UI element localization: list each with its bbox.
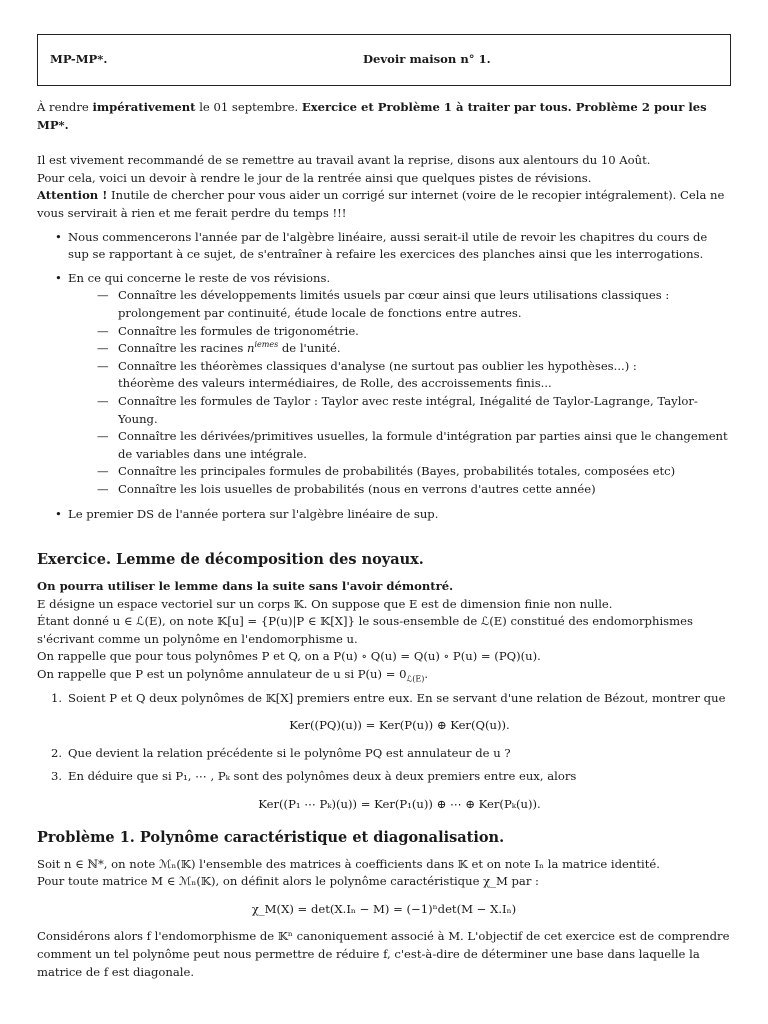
dash-mark: — <box>97 393 109 408</box>
intro-middle: le 01 septembre. <box>195 100 302 114</box>
question-item <box>37 768 731 813</box>
dash-text-3-pre: Connaître les racines <box>118 341 247 356</box>
dash-mark: — <box>97 464 109 479</box>
dash-mark: — <box>97 323 109 338</box>
bullet-text-3: Le premier DS de l'année portera sur l'algèbre linéaire de sup. <box>68 507 439 522</box>
dash-item <box>68 428 731 463</box>
dash-item <box>68 393 731 428</box>
dash-text-3-sup: iemes <box>254 340 279 350</box>
question-text-3: En déduire que si P₁, ⋯ , Pₖ sont des polynômes deux à deux premiers entre eux, alors <box>68 769 577 784</box>
intro-paragraph <box>37 99 731 134</box>
dash-item <box>68 358 731 393</box>
exercise-line-4-post: . <box>424 667 429 682</box>
problem-line-3: Considérons alors f l'endomorphisme de 𝕂ⁿ canoniquement associé à M. L'objectif de cet exercice est de comprendre comment un tel polynôme peut nous permettre de réduire f, c'est-à-dire de déterminer une base dans laquelle la matrice de f est diagonale. <box>37 929 730 979</box>
attention-label: Attention ! <box>37 188 108 203</box>
bullet-text-2: En ce qui concerne le reste de vos révisions. <box>68 270 331 285</box>
exercise-heading: Exercice. Lemme de décomposition des noyaux. <box>37 551 424 569</box>
question-item <box>37 690 731 735</box>
revision-sublist <box>68 287 731 498</box>
dash-text-3-n: n <box>246 341 255 356</box>
advice-line-1: Il est vivement recommandé de se remettre au travail avant la reprise, disons aux alentours du 10 Août. <box>37 153 651 168</box>
dash-text-8: Connaître les lois usuelles de probabilités (nous en verrons d'autres cette année) <box>118 481 596 496</box>
header-box <box>37 34 731 86</box>
advice-line-2: Pour cela, voici un devoir à rendre le jour de la rentrée ainsi que quelques pistes de révisions. <box>37 170 592 185</box>
intro-bold-2: Exercice et Problème 1 à traiter par tous. Problème 2 pour les MP*. <box>37 100 707 132</box>
dash-text-2: Connaître les formules de trigonométrie. <box>118 323 359 338</box>
exercise-line-3: On rappelle que pour tous polynômes P et Q, on a P(u) ∘ Q(u) = Q(u) ∘ P(u) = (PQ)(u). <box>37 649 541 664</box>
equation-1: Ker((PQ)(u)) = Ker(P(u)) ⊕ Ker(Q(u)). <box>289 718 510 733</box>
dash-item <box>68 323 731 341</box>
dash-item <box>68 481 731 499</box>
problem-line-1: Soit n ∈ ℕ*, on note ℳₙ(𝕂) l'ensemble des matrices à coefficients dans 𝕂 et on note Iₙ la matrice identité. <box>37 856 660 871</box>
equation-2: Ker((P₁ ⋯ Pₖ)(u)) = Ker(P₁(u)) ⊕ ⋯ ⊕ Ker(Pₖ(u)). <box>258 797 541 811</box>
dash-text-7: Connaître les principales formules de probabilités (Bayes, probabilités totales, composées etc) <box>118 464 676 479</box>
dash-mark: — <box>97 358 109 373</box>
dash-mark: — <box>97 429 109 444</box>
bullet-text-1: Nous commencerons l'année par de l'algèbre linéaire, aussi serait-il utile de revoir les chapitres du cours de sup se rapportant à ce sujet, de s'entraîner à refaire les exercices des planches ainsi que les interrogations. <box>68 229 708 262</box>
exercise-line-4 <box>37 666 731 684</box>
bullet-item <box>37 270 731 499</box>
question-number: 3. <box>51 769 63 784</box>
exercise-questions <box>37 690 731 814</box>
homework-title: Devoir maison n° 1. <box>363 52 491 66</box>
class-label: MP-MP*. <box>50 52 108 66</box>
dash-text-6: Connaître les dérivées/primitives usuelles, la formule d'intégration par parties ainsi que le changement de variables dans une intégrale. <box>118 429 728 461</box>
exercise-line-1: E désigne un espace vectoriel sur un corps 𝕂. On suppose que E est de dimension finie non nulle. <box>37 596 613 611</box>
dash-text-4a: Connaître les théorèmes classiques d'analyse (ne surtout pas oublier les hypothèses...) : <box>118 358 637 373</box>
characteristic-polynomial-equation: χ_M(X) = det(X.Iₙ − M) = (−1)ⁿdet(M − X.Iₙ) <box>251 901 517 916</box>
dash-mark: — <box>97 341 109 356</box>
problem-line-2: Pour toute matrice M ∈ ℳₙ(𝕂), on définit alors le polynôme caractéristique χ_M par : <box>37 874 539 889</box>
dash-text-4b: théorème des valeurs intermédiaires, de Rolle, des accroissements finis... <box>118 376 552 391</box>
bullet-item <box>37 506 731 524</box>
question-text-1: Soient P et Q deux polynômes de 𝕂[X] premiers entre eux. En se servant d'une relation de Bézout, montrer que <box>68 690 726 705</box>
question-number: 1. <box>51 690 63 705</box>
exercise-line-4-pre: On rappelle que P est un polynôme annulateur de u si P(u) = 0 <box>37 667 407 682</box>
exercise-line-2: Étant donné u ∈ ℒ(E), on note 𝕂[u] = {P(u)|P ∈ 𝕂[X]} le sous-ensemble de ℒ(E) constitué des endomorphismes s'écrivant comme un polynôme en l'endomorphisme u. <box>37 614 693 646</box>
advice-block <box>37 152 731 222</box>
question-item <box>37 745 731 763</box>
exercise-bold-line: On pourra utiliser le lemme dans la suite sans l'avoir démontré. <box>37 579 454 594</box>
dash-mark: — <box>97 481 109 496</box>
dash-item <box>68 463 731 481</box>
attention-paragraph <box>37 187 731 222</box>
intro-prefix: À rendre <box>37 100 93 114</box>
exercise-line-4-sub: ℒ(E) <box>406 674 425 684</box>
dash-mark: — <box>97 288 109 303</box>
problem-heading: Problème 1. Polynôme caractéristique et diagonalisation. <box>37 828 505 846</box>
bullet-item <box>37 229 731 264</box>
dash-item <box>68 340 731 358</box>
question-text-2: Que devient la relation précédente si le polynôme PQ est annulateur de u ? <box>68 745 511 760</box>
dash-item <box>68 287 731 322</box>
revision-list <box>37 229 731 525</box>
intro-bold-1: impérativement <box>92 100 196 114</box>
question-number: 2. <box>51 745 63 760</box>
dash-text-5: Connaître les formules de Taylor : Taylor avec reste intégral, Inégalité de Taylor-Lagrange, Taylor-Young. <box>118 393 698 426</box>
document-page <box>37 34 731 981</box>
dash-text-1: Connaître les développements limités usuels par cœur ainsi que leurs utilisations classiques : prolongement par continuité, étude locale de fonctions entre autres. <box>118 288 670 320</box>
dash-text-3-post: de l'unité. <box>278 341 341 356</box>
attention-text: Inutile de chercher pour vous aider un corrigé sur internet (voire de le recopier intégralement). Cela ne vous servirait à rien et me ferait perdre du temps !!! <box>37 188 725 220</box>
